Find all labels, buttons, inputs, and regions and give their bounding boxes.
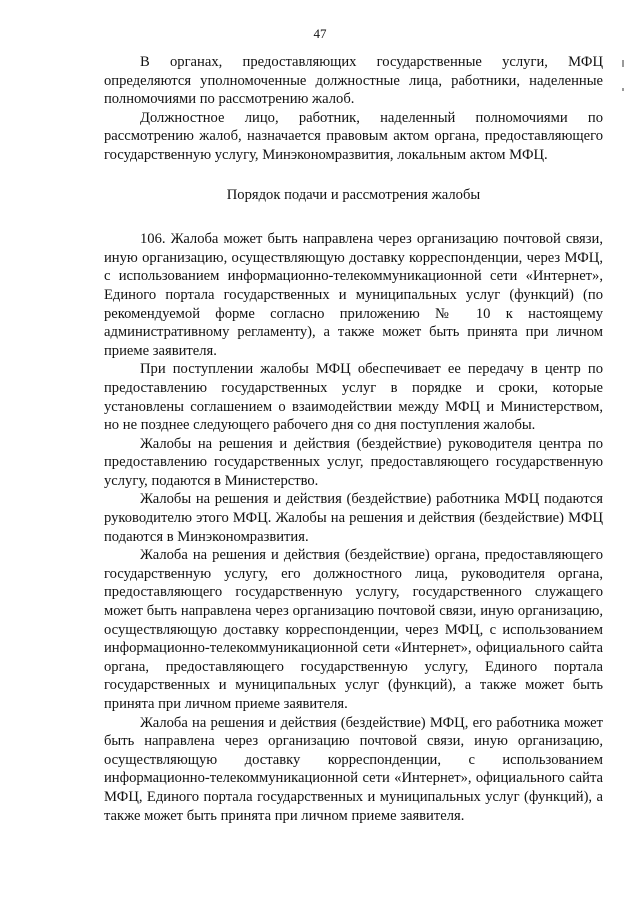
paragraph: Жалобы на решения и действия (бездействие) работника МФЦ подаются руководителю этого МФЦ. Жалобы на решения и действия (бездействие) МФЦ подаются в Минэкономразвития.: [104, 491, 603, 545]
paragraph: Должностное лицо, работник, наделенный полномочиями по рассмотрению жалоб, назначается правовым актом органа, предоставляющего государственную услугу, Минэкономразвития, локальным актом МФЦ.: [104, 109, 603, 163]
section-heading: Порядок подачи и рассмотрения жалобы: [226, 186, 481, 203]
page-number: 47: [313, 26, 327, 41]
document-body: [104, 53, 603, 825]
paragraph: Жалоба на решения и действия (бездействие) органа, предоставляющего государственную услугу, его должностного лица, руководителя органа, предоставляющего государственную услугу, государственного служащего может быть направлена через организацию почтовой связи, иную организацию, осуществляющую доставку корреспонденции, через МФЦ, с использованием информационно-телекоммуникационной сети «Интернет», официального сайта органа, предоставляющего государственную услугу, Единого портала государственных и муниципальных услуг (функций), а также может быть принята при личном приеме заявителя.: [104, 547, 603, 712]
paragraph: 106. Жалоба может быть направлена через организацию почтовой связи, иную организацию, осуществляющую доставку корреспонденции, через МФЦ, с использованием информационно-телекоммуникационной сети «Интернет», Единого портала государственных и муниципальных услуг (функций) (по рекомендуемой форме согласно приложению № 10 к настоящему административному регламенту), а также может быть принята при личном приеме заявителя.: [104, 231, 603, 359]
scan-edge-mark: [622, 60, 624, 67]
paragraph: Жалоба на решения и действия (бездействие) МФЦ, его работника может быть направлена через организацию почтовой связи, иную организацию, осуществляющую доставку корреспонденции, с использованием информационно-телекоммуникационной сети «Интернет», официального сайта МФЦ, Единого портала государственных и муниципальных услуг (функций), а также может быть принята при личном приеме заявителя.: [104, 714, 603, 824]
paragraph: В органах, предоставляющих государственные услуги, МФЦ определяются уполномоченные должностные лица, работники, наделенные полномочиями по рассмотрению жалоб.: [104, 54, 603, 108]
paragraph: При поступлении жалобы МФЦ обеспечивает ее передачу в центр по предоставлению государственных услуг в порядке и сроки, которые установлены соглашением о взаимодействии между МФЦ и Министерством, но не позднее следующего рабочего дня со дня поступления жалобы.: [104, 361, 603, 434]
paragraph: Жалобы на решения и действия (бездействие) руководителя центра по предоставлению государственных услуг, предоставляющего государственную услугу, подаются в Министерство.: [104, 435, 603, 489]
scan-edge-mark: [622, 88, 624, 91]
